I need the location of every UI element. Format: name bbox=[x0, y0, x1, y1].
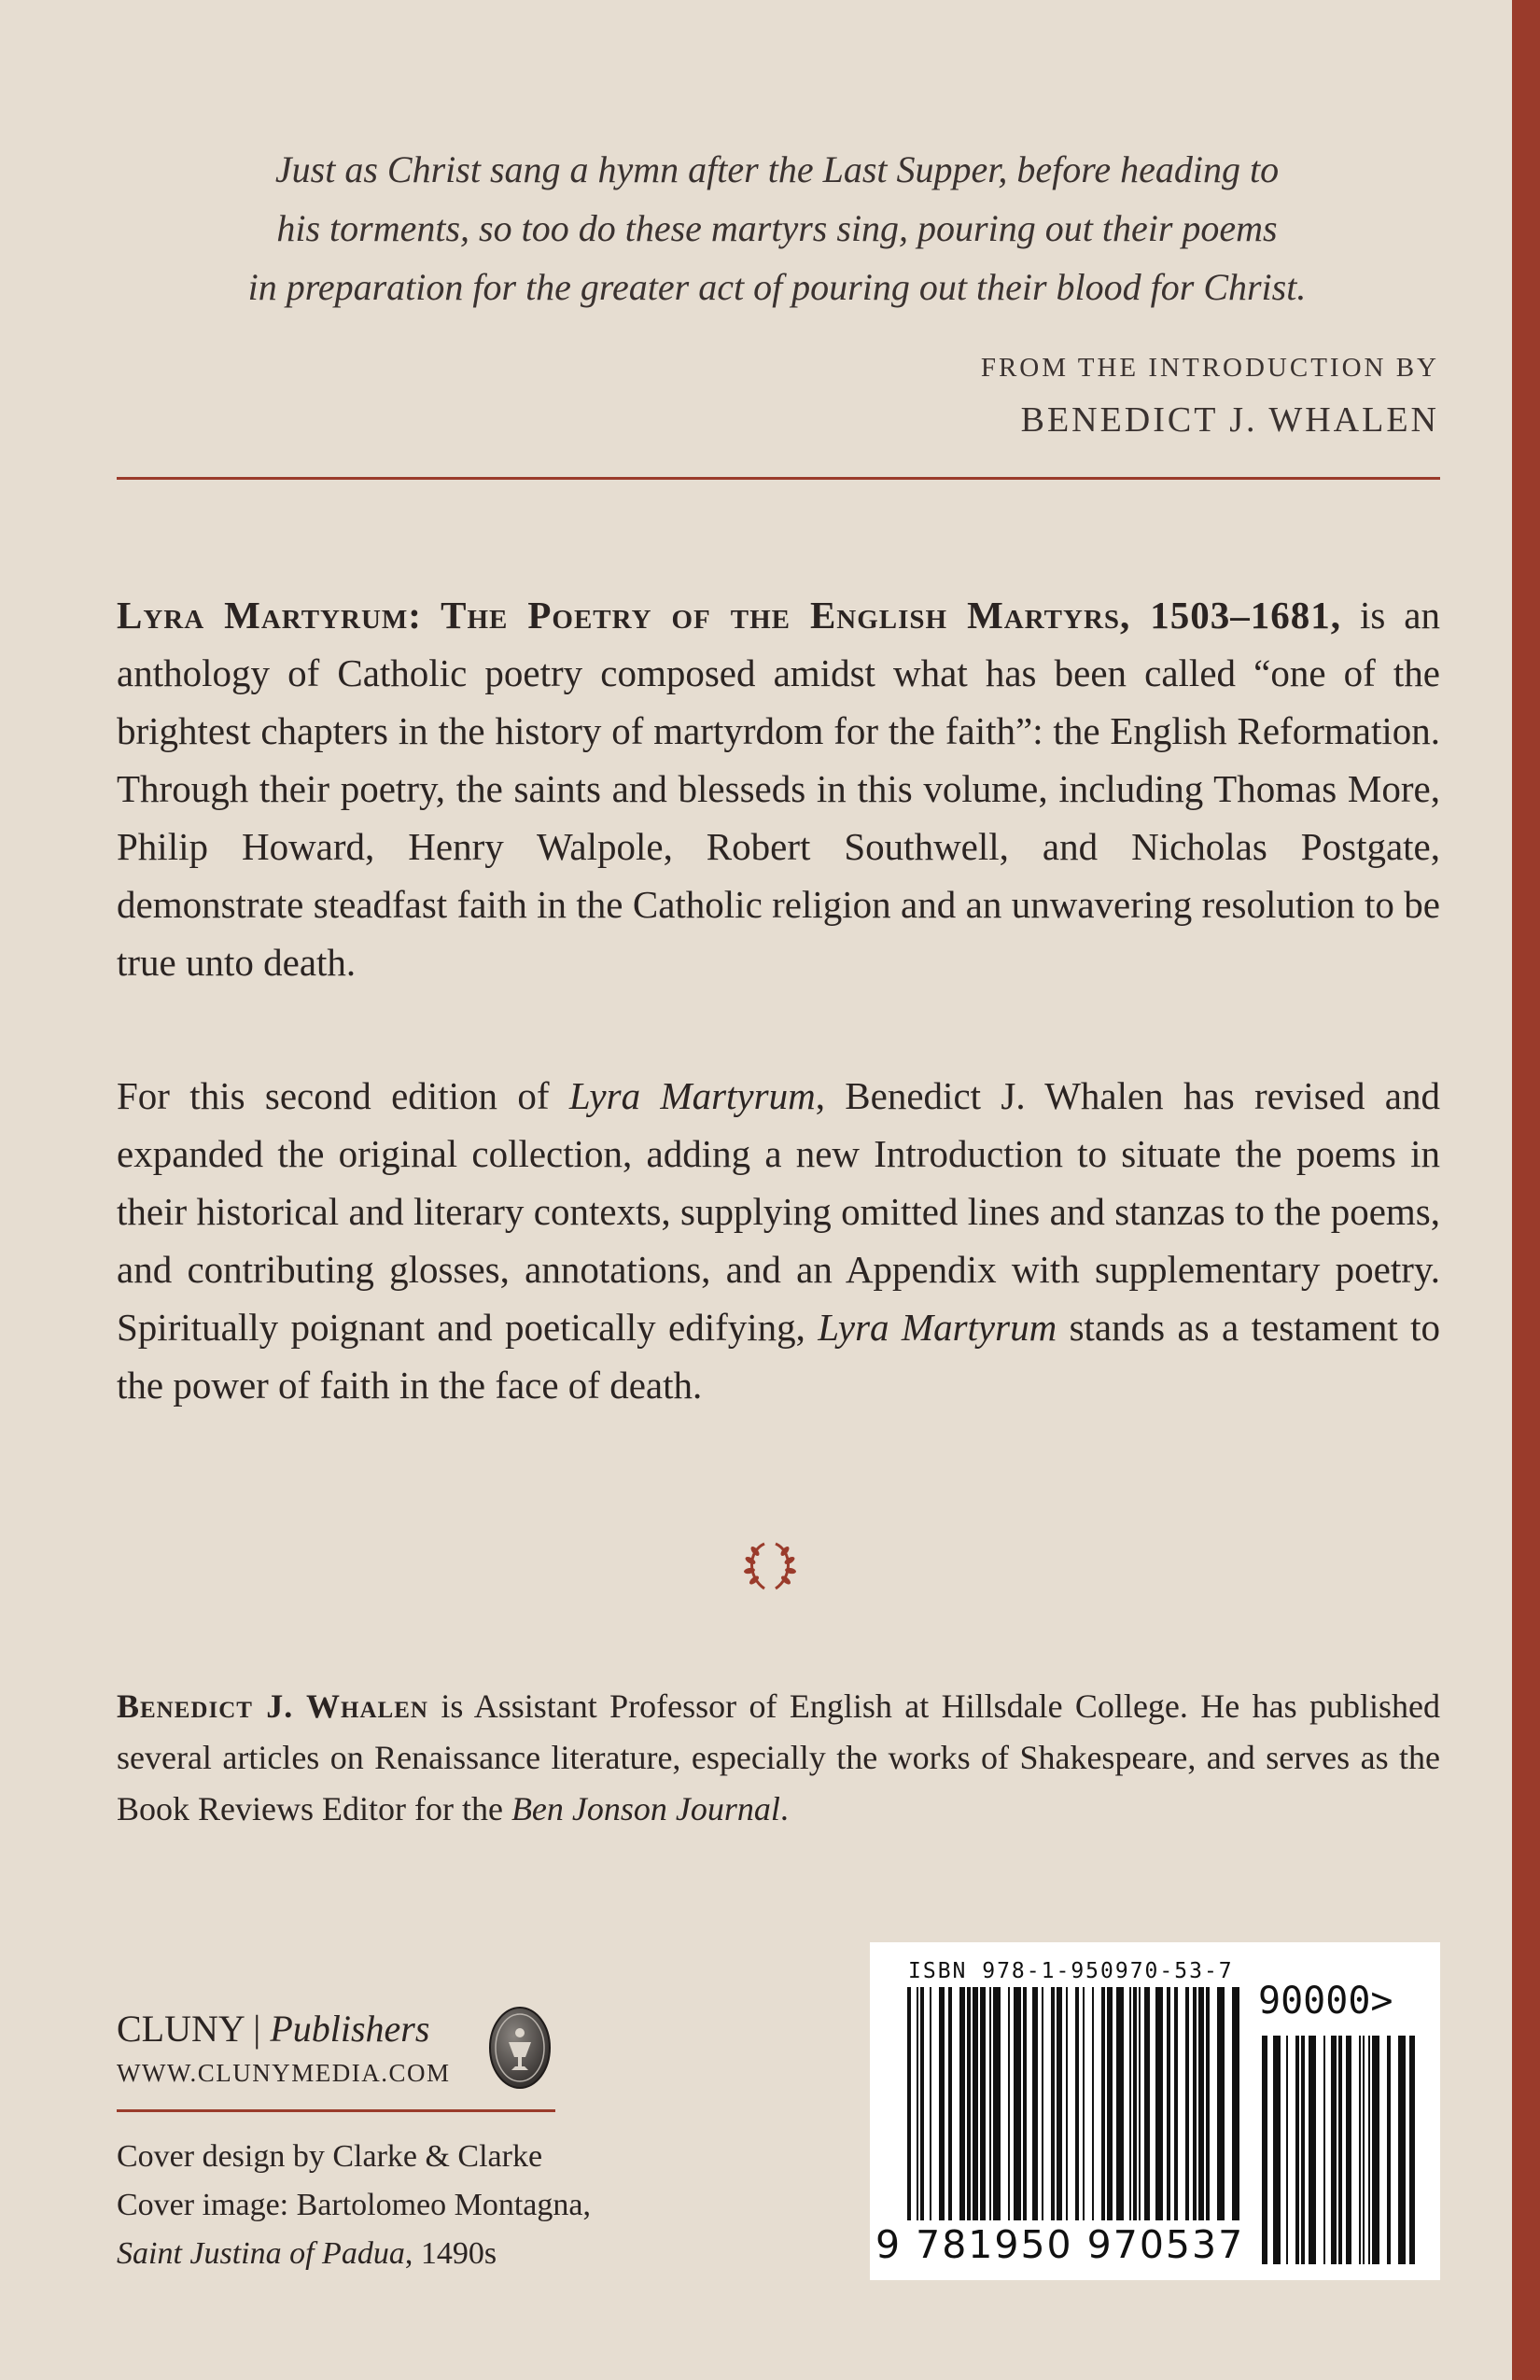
quote-line: in preparation for the greater act of pouring out their blood for Christ. bbox=[247, 266, 1307, 308]
price-code: 90000> bbox=[1258, 1980, 1393, 2023]
barcode-digits: 9 781950 970537 bbox=[875, 2222, 1245, 2267]
book-title-italic: Lyra Martyrum bbox=[568, 1074, 816, 1117]
cover-image-title-line bbox=[117, 2230, 591, 2278]
publisher-brand: CLUNY bbox=[117, 2008, 245, 2050]
cover-credits bbox=[117, 2133, 591, 2278]
author-bio bbox=[117, 1681, 1440, 1835]
quote-attribution-name: BENEDICT J. WHALEN bbox=[1020, 400, 1439, 440]
isbn-barcode bbox=[870, 1942, 1440, 2280]
publisher-website[interactable]: WWW.CLUNYMEDIA.COM bbox=[117, 2059, 451, 2087]
quote-line: his torments, so too do these martyrs sing, pouring out their poems bbox=[276, 207, 1278, 249]
bio-text: is Assistant Professor of English at Hillsdale College. He has published several articles on Renaissance literature, especially the works of Shakespeare, and serves as the Book Reviews Editor for the bbox=[117, 1687, 1440, 1827]
publisher-name bbox=[117, 2007, 429, 2051]
cover-design-credit: Cover design by Clarke & Clarke bbox=[117, 2139, 543, 2174]
description-paragraph-2 bbox=[117, 1067, 1440, 1414]
spine-edge bbox=[1512, 0, 1540, 2380]
author-name: Benedict J. Whalen bbox=[117, 1687, 428, 1725]
book-title: Lyra Martyrum: The Poetry of the English Martyrs, 1503–1681, bbox=[117, 594, 1341, 637]
artwork-date: , 1490s bbox=[404, 2236, 497, 2271]
bio-end: . bbox=[779, 1790, 789, 1827]
artwork-title: Saint Justina of Padua bbox=[117, 2236, 405, 2271]
isbn-number: ISBN 978-1-950970-53-7 bbox=[908, 1959, 1234, 1983]
cover-image-credit: Cover image: Bartolomeo Montagna, bbox=[117, 2188, 591, 2222]
book-title-italic: Lyra Martyrum bbox=[818, 1306, 1057, 1349]
description-text: , Benedict J. Whalen has revised and expanded the original collection, adding a new Introduction to situate the poems in their historical and literary contexts, supplying omitted lines and stanzas to the poems, and contributing glosses, annotations, and an Appendix with supplementary poetry. Spiritually poignant and poetically edifying, bbox=[117, 1074, 1440, 1349]
quote-attribution-prefix: FROM THE INTRODUCTION BY bbox=[980, 353, 1439, 383]
laurel-wreath-icon bbox=[742, 1538, 798, 1594]
publisher-rule bbox=[117, 2109, 555, 2112]
journal-title: Ben Jonson Journal bbox=[511, 1790, 780, 1827]
quote-line: Just as Christ sang a hymn after the Last Supper, before heading to bbox=[274, 148, 1280, 190]
description-text: stands as a testament to the power of faith in the face of death. bbox=[117, 1306, 1441, 1407]
description-text: is an anthology of Catholic poetry composed amidst what has been called “one of the brightest chapters in the history of martyrdom for the faith”: the English Reformation. Through their poetry, the saints and blesseds in this volume, including Thomas More, Philip Howard, Henry Walpole, Robert Southwell, and Nicholas Postgate, demonstrate steadfast faith in the Catholic religion and an unwavering resolution to be true unto death. bbox=[117, 594, 1440, 984]
divider-rule bbox=[117, 477, 1440, 480]
chalice-medallion-icon bbox=[487, 2005, 553, 2091]
publisher-label: Publishers bbox=[270, 2008, 430, 2050]
pull-quote bbox=[140, 140, 1414, 316]
description-paragraph-1 bbox=[117, 586, 1440, 991]
publisher-separator: | bbox=[244, 2008, 271, 2050]
description-text: For this second edition of bbox=[117, 1074, 569, 1117]
